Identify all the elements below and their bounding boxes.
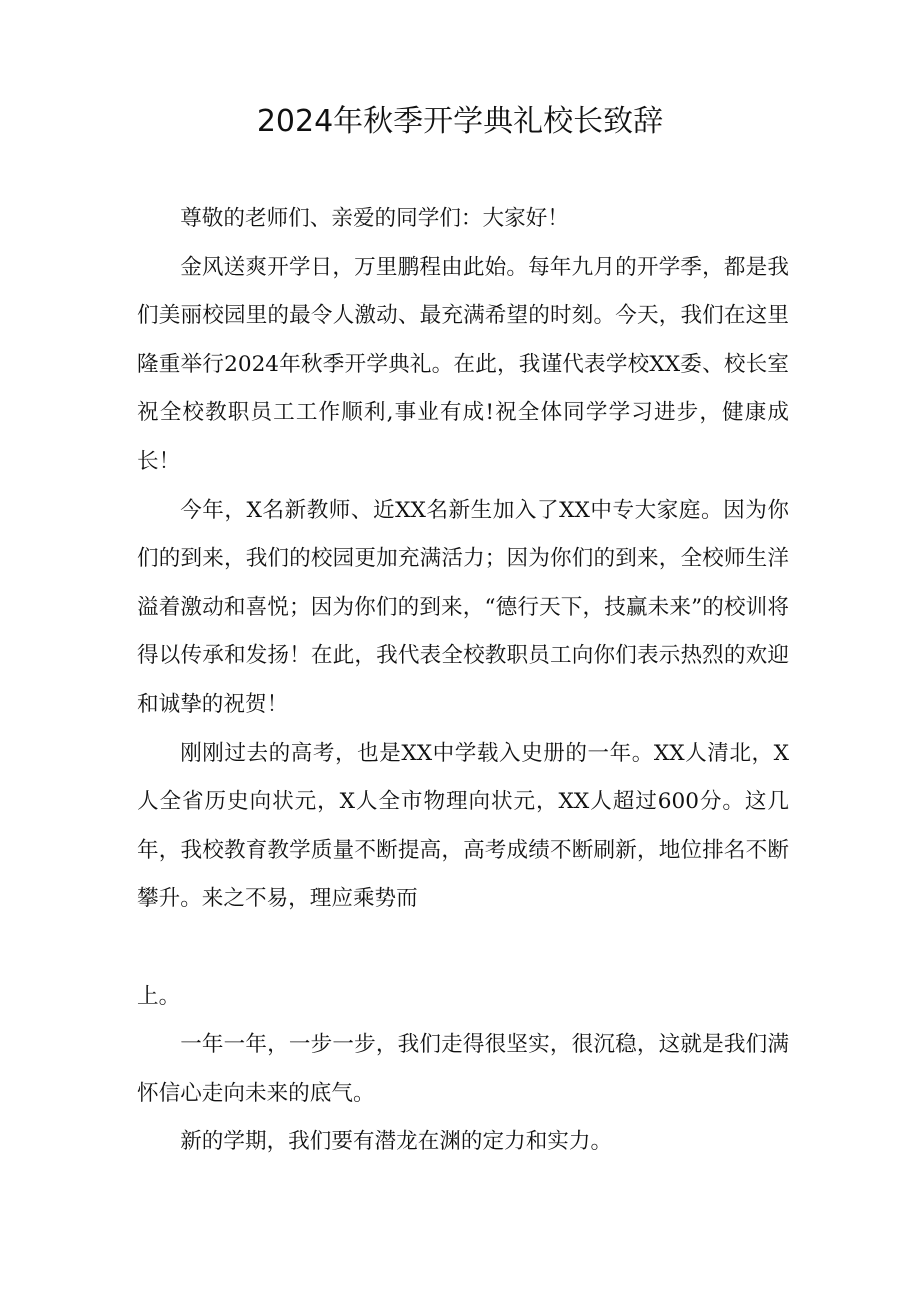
paragraph-progress: 一年一年，一步一步，我们走得很坚实，很沉稳，这就是我们满怀信心走向未来的底气。 (137, 1032, 789, 1106)
paragraph-continuation: 上。 (137, 983, 181, 1009)
document-title: 2024年秋季开学典礼校长致辞 (256, 104, 664, 139)
paragraph-achievements: 刚刚过去的高考，也是XX中学载入史册的一年。XX人清北，X人全省历史向状元，X人全市物理向状元，XX人超过600分。这几年，我校教育教学质量不断提高，高考成绩不断刷新，地位排名不断攀升。来之不易，理应乘势而 (137, 740, 789, 912)
document-body (137, 195, 789, 1167)
paragraph-new-semester: 新的学期，我们要有潜龙在渊的定力和实力。 (180, 1129, 613, 1155)
paragraph-welcome: 今年，X名新教师、近XX名新生加入了XX中专大家庭。因为你们的到来，我们的校园更加充满活力；因为你们的到来，全校师生洋溢着激动和喜悦；因为你们的到来，“德行天下，技赢未来”的校训将得以传承和发扬！在此，我代表全校教职员工向你们表示热烈的欢迎和诚挚的祝贺！ (137, 497, 789, 717)
paragraph-opening: 金风送爽开学日，万里鹏程由此始。每年九月的开学季，都是我们美丽校园里的最令人激动、最充满希望的时刻。今天，我们在这里隆重举行2024年秋季开学典礼。在此，我谨代表学校XX委、校长室祝全校教职员工工作顺利,事业有成!祝全体同学学习进步，健康成长！ (137, 254, 789, 474)
paragraph-greeting: 尊敬的老师们、亲爱的同学们：大家好！ (180, 206, 569, 231)
